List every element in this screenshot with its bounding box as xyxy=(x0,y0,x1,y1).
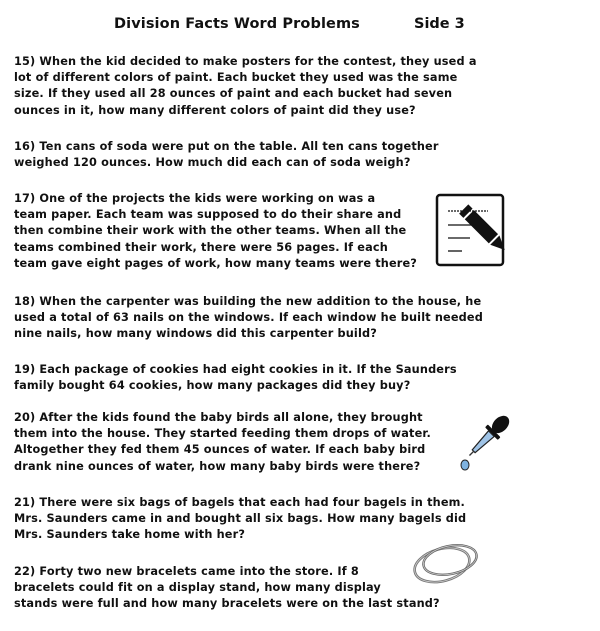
problem-18 xyxy=(14,294,483,343)
problem-line: lot of different colors of paint. Each bucket they used was the same xyxy=(14,71,458,85)
problem-line: stands were full and how many bracelets were on the last stand? xyxy=(14,597,440,611)
problem-line: 16) Ten cans of soda were put on the table. All ten cans together xyxy=(14,140,439,153)
problem-16 xyxy=(14,139,439,171)
problem-line: family bought 64 cookies, how many packages did they buy? xyxy=(14,379,411,393)
side-label: Side 3 xyxy=(414,16,465,32)
problem-line: 20) After the kids found the baby birds all alone, they brought xyxy=(14,411,423,424)
problem-17 xyxy=(14,191,417,272)
problem-line: nine nails, how many windows did this carpenter build? xyxy=(14,327,377,341)
problem-line: 21) There were six bags of bagels that each had four bagels in them. xyxy=(14,496,465,509)
problem-21 xyxy=(14,495,466,544)
page-title: Division Facts Word Problems xyxy=(114,16,360,32)
problem-15 xyxy=(14,54,477,119)
problem-line: teams combined their work, there were 56 pages. If each xyxy=(14,240,388,254)
problem-line: 18) When the carpenter was building the new addition to the house, he xyxy=(14,295,482,308)
problem-line: 17) One of the projects the kids were working on was a xyxy=(14,192,376,205)
problem-line: 15) When the kid decided to make posters for the contest, they used a xyxy=(14,55,477,68)
problem-line: weighed 120 ounces. How much did each can of soda weigh? xyxy=(14,156,411,170)
problem-line: team gave eight pages of work, how many teams were there? xyxy=(14,256,418,270)
problem-line: drank nine ounces of water, how many baby birds were there? xyxy=(14,459,421,473)
problem-line: used a total of 63 nails on the windows. If each window he built needed xyxy=(14,311,483,325)
problem-line: then combine their work with the other teams. When all the xyxy=(14,224,407,238)
problem-line: team paper. Each team was supposed to do their share and xyxy=(14,208,402,222)
problem-19 xyxy=(14,362,457,394)
eyedropper-icon xyxy=(455,410,515,472)
problem-line: 22) Forty two new bracelets came into the store. If 8 xyxy=(14,565,359,578)
notepad-pencil-icon xyxy=(434,192,514,270)
problem-22 xyxy=(14,564,440,613)
problem-line: 19) Each package of cookies had eight cookies in it. If the Saunders xyxy=(14,363,457,376)
problem-line: Altogether they fed them 45 ounces of water. If each baby bird xyxy=(14,443,426,457)
problem-line: Mrs. Saunders came in and bought all six bags. How many bagels did xyxy=(14,512,467,526)
problem-20 xyxy=(14,410,431,475)
problem-line: them into the house. They started feeding them drops of water. xyxy=(14,427,431,441)
problem-line: Mrs. Saunders take home with her? xyxy=(14,528,246,542)
problem-line: ounces in it, how many different colors of paint did they use? xyxy=(14,103,416,117)
problem-line: size. If they used all 28 ounces of paint and each bucket had seven xyxy=(14,87,453,101)
problem-line: bracelets could fit on a display stand, how many display xyxy=(14,581,381,595)
